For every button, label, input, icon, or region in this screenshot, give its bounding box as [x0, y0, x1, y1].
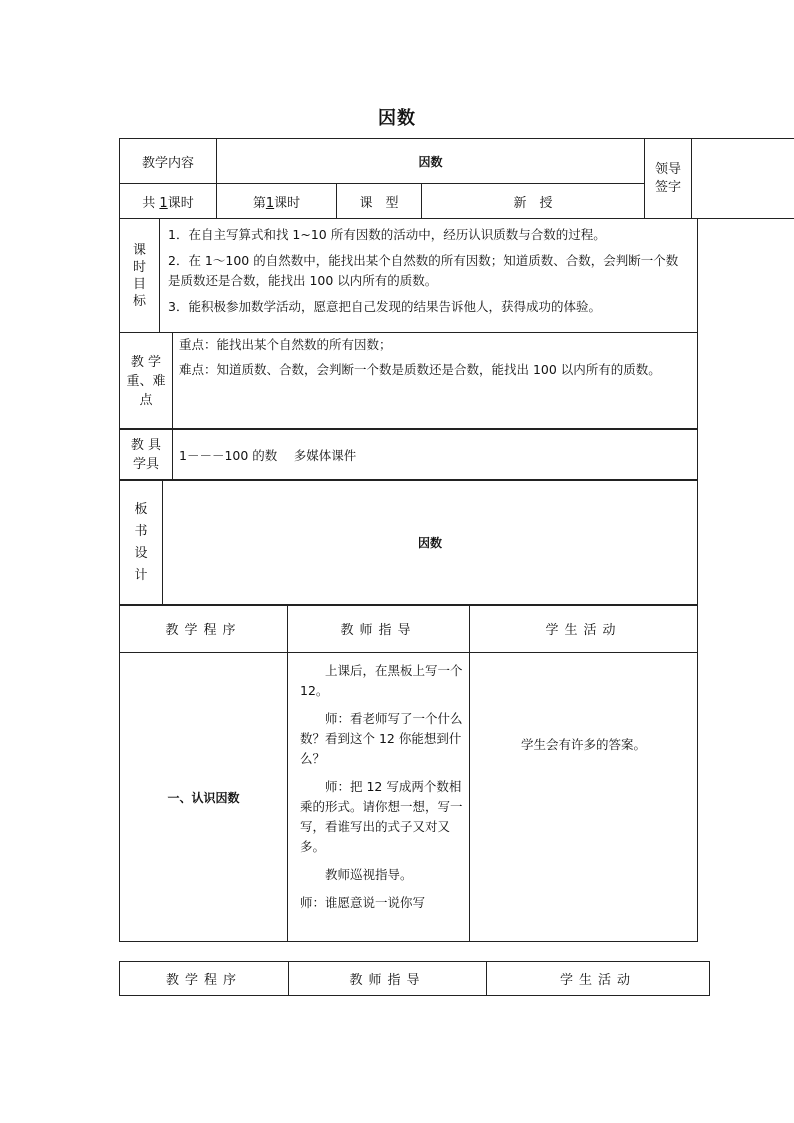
footer-columns-table: [119, 961, 710, 996]
lesson-type-value: 新 授: [422, 184, 645, 219]
objective-item: 3．能积极参加数学活动，愿意把自己发现的结果告诉他人，获得成功的体验。: [168, 299, 601, 314]
total-hours: 共 1课时: [120, 184, 217, 219]
leader-sign-label: [645, 139, 692, 219]
lesson-number: 第1课时: [217, 184, 337, 219]
content-label: 教学内容: [120, 139, 217, 184]
teacher-paragraph: 上课后，在黑板上写一个 12。: [300, 663, 463, 698]
tools-label: 教 具 学具: [120, 429, 173, 481]
leader-sign-field[interactable]: [692, 139, 794, 219]
header-table: [119, 138, 794, 219]
objective-item: 1．在自主写算式和找 1~10 所有因数的活动中，经历认识质数与合数的过程。: [168, 227, 606, 242]
footer-column-student: 学生活动: [487, 962, 710, 996]
objective-item: 2．在 1～100 的自然数中，能找出某个自然数的所有因数；知道质数、合数，会判断一个数是质数还是合数，能找出 100 以内所有的质数。: [168, 253, 679, 288]
lesson-number-value: 1: [265, 195, 275, 211]
tools-table: [119, 428, 698, 481]
procedure-table: [119, 604, 698, 942]
difficult-point: 难点：知道质数、合数，会判断一个数是质数还是合数，能找出 100 以内所有的质数。: [179, 362, 661, 377]
footer-column-procedure: 教学程序: [120, 962, 289, 996]
section-student: 学生会有许多的答案。: [470, 653, 698, 942]
objectives-label: 课 时 目 标: [120, 219, 160, 333]
lesson-type-label: 课 型: [337, 184, 422, 219]
objectives-content: [160, 219, 698, 333]
teacher-paragraph: 教师巡视指导。: [325, 867, 413, 882]
column-procedure: 教学程序: [120, 605, 288, 653]
section-procedure: 一、认识因数: [120, 653, 288, 942]
keypoints-label: 教 学 重、难 点: [120, 333, 173, 430]
keypoints-content: [173, 333, 698, 430]
leader-label-line1: 领导: [655, 161, 682, 177]
teacher-paragraph: 师：谁愿意说一说你写: [300, 895, 426, 910]
board-label: 板 书 设 计: [120, 480, 163, 606]
board-content: 因数: [163, 480, 698, 606]
board-table: [119, 479, 698, 606]
column-teacher: 教师指导: [288, 605, 470, 653]
section-teacher: [288, 653, 470, 942]
total-hours-number: 1: [159, 195, 168, 211]
tools-value: 1－－－100 的数 多媒体课件: [173, 429, 698, 481]
keypoints-table: [119, 332, 698, 430]
teacher-paragraph: 师：看老师写了一个什么数？看到这个 12 你能想到什么？: [300, 711, 463, 766]
document-title: 因数: [378, 108, 416, 129]
footer-column-teacher: 教师指导: [289, 962, 487, 996]
content-value: 因数: [217, 139, 645, 184]
teacher-paragraph: 师：把 12 写成两个数相乘的形式。请你想一想，写一写，看谁写出的式子又对又多。: [300, 779, 463, 854]
key-point: 重点：能找出某个自然数的所有因数；: [179, 337, 392, 352]
objectives-table: [119, 218, 698, 333]
leader-label-line2: 签字: [655, 179, 682, 195]
column-student: 学生活动: [470, 605, 698, 653]
